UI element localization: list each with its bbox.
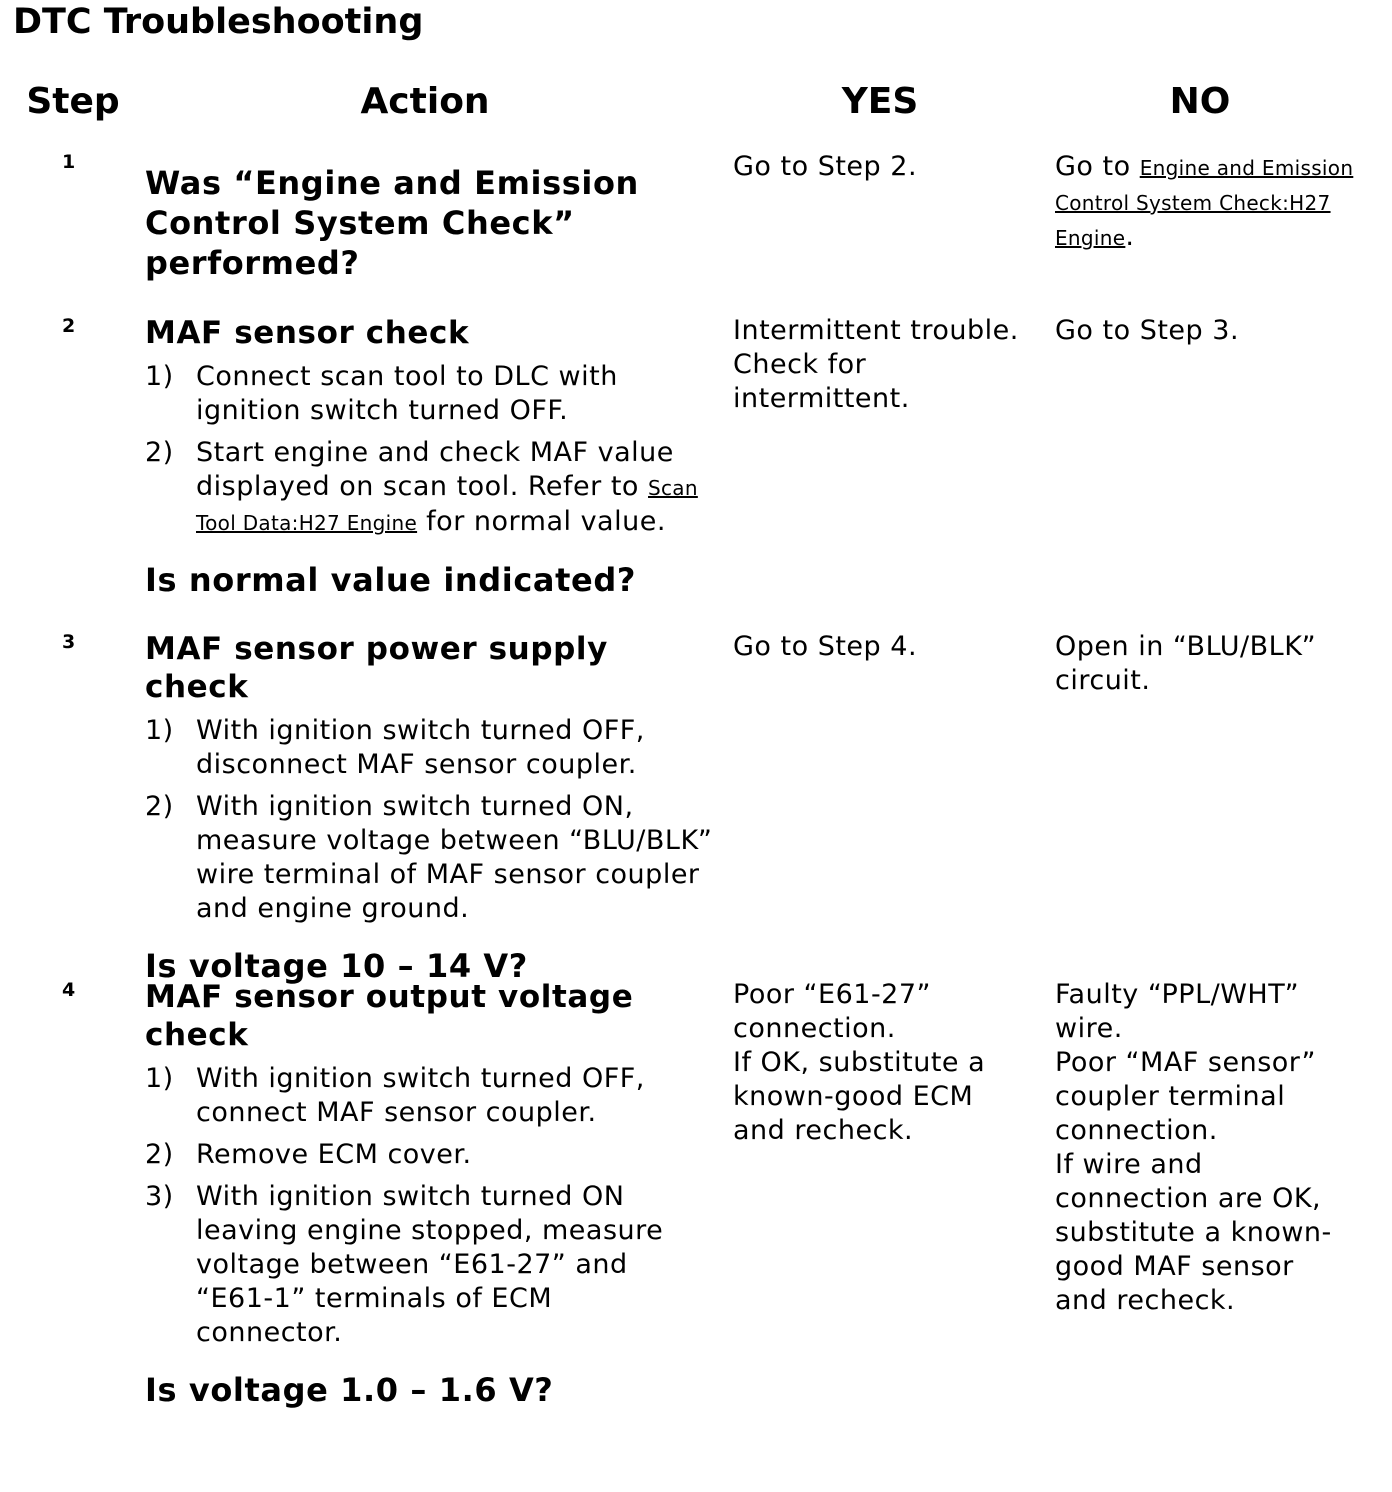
scan-tool-data-link[interactable]: Scan Tool Data:H27 Engine [196,476,698,535]
yes-line: known-good ECM [733,1081,974,1112]
step-yes [733,314,1043,416]
instruction-item [145,436,715,540]
step-action [145,163,685,283]
item-number: 3) [145,1181,174,1212]
item-number: 2) [145,791,174,822]
no-line: If wire and [1055,1149,1203,1180]
header-step: Step [26,81,120,122]
instruction-item [145,1062,685,1130]
no-line: wire. [1055,1013,1123,1044]
step-title: MAF sensor power supply check [145,631,608,705]
item-number: 1) [145,361,174,392]
no-line: connection are OK, [1055,1183,1322,1214]
step-no [1055,150,1375,255]
step-question: Was “Engine and Emission Control System Check” performed? [145,164,639,282]
no-line: good MAF sensor [1055,1251,1294,1282]
item-number: 2) [145,1139,174,1170]
item-text: With ignition switch turned ON, measure voltage between “BLU/BLK” wire terminal of MAF sensor coupler and engine ground. [196,791,713,924]
no-line: Faulty “PPL/WHT” [1055,979,1300,1010]
item-text: Start engine and check MAF value displayed on scan tool. Refer to [196,437,674,502]
no-prefix: Go to [1055,151,1140,182]
item-text-suffix: for normal value. [417,506,666,537]
item-number: 1) [145,1063,174,1094]
step-no: Open in “BLU/BLK” circuit. [1055,631,1317,696]
header-yes: YES [841,81,919,122]
yes-line: intermittent. [733,383,910,414]
step-title: MAF sensor output voltage check [145,979,634,1053]
step-action [145,314,715,600]
item-number: 2) [145,437,174,468]
step-no: Go to Step 3. [1055,315,1240,346]
item-text: With ignition switch turned OFF, disconnect MAF sensor coupler. [196,715,645,780]
step-title: MAF sensor check [145,315,470,351]
step-number: 3 [62,631,76,653]
step-number: 2 [62,315,76,337]
instruction-item [145,1180,685,1350]
step-yes: Go to Step 2. [733,151,918,182]
header-action: Action [360,81,490,122]
instruction-item [145,360,715,428]
step-no [1055,978,1375,1318]
no-suffix: . [1125,221,1135,252]
item-text: With ignition switch turned ON leaving engine stopped, measure voltage between “E61-27” and “E61-1” terminals of ECM connector. [196,1181,664,1348]
step-instructions [145,1062,685,1350]
yes-line: Intermittent trouble. [733,315,1019,346]
step-question: Is normal value indicated? [145,561,636,599]
item-text: Connect scan tool to DLC with ignition switch turned OFF. [196,361,618,426]
step-yes: Go to Step 4. [733,631,918,662]
instruction-item [145,790,715,926]
step-instructions [145,360,715,540]
yes-line: and recheck. [733,1115,914,1146]
yes-line: Check for [733,349,867,380]
no-line: Poor “MAF sensor” [1055,1047,1317,1078]
no-line: and recheck. [1055,1285,1236,1316]
page-title: DTC Troubleshooting [13,2,424,42]
step-instructions [145,714,715,926]
step-action [145,630,715,986]
item-text: Remove ECM cover. [196,1139,472,1170]
step-question: Is voltage 1.0 – 1.6 V? [145,1371,554,1409]
yes-line: Poor “E61-27” [733,979,932,1010]
no-line: substitute a known- [1055,1217,1332,1248]
step-question: Is voltage 10 – 14 V? [145,947,528,985]
no-line: connection. [1055,1115,1218,1146]
instruction-item [145,1138,685,1172]
item-number: 1) [145,715,174,746]
step-action [145,978,685,1410]
header-no: NO [1169,81,1231,122]
engine-check-link[interactable]: Engine and Emission Control System Check:H27 Engine [1055,156,1354,250]
step-yes [733,978,1043,1148]
step-number: 1 [62,151,76,173]
yes-line: connection. [733,1013,896,1044]
item-text: With ignition switch turned OFF, connect MAF sensor coupler. [196,1063,645,1128]
yes-line: If OK, substitute a [733,1047,986,1078]
step-number: 4 [62,979,76,1001]
instruction-item [145,714,715,782]
no-line: coupler terminal [1055,1081,1286,1112]
